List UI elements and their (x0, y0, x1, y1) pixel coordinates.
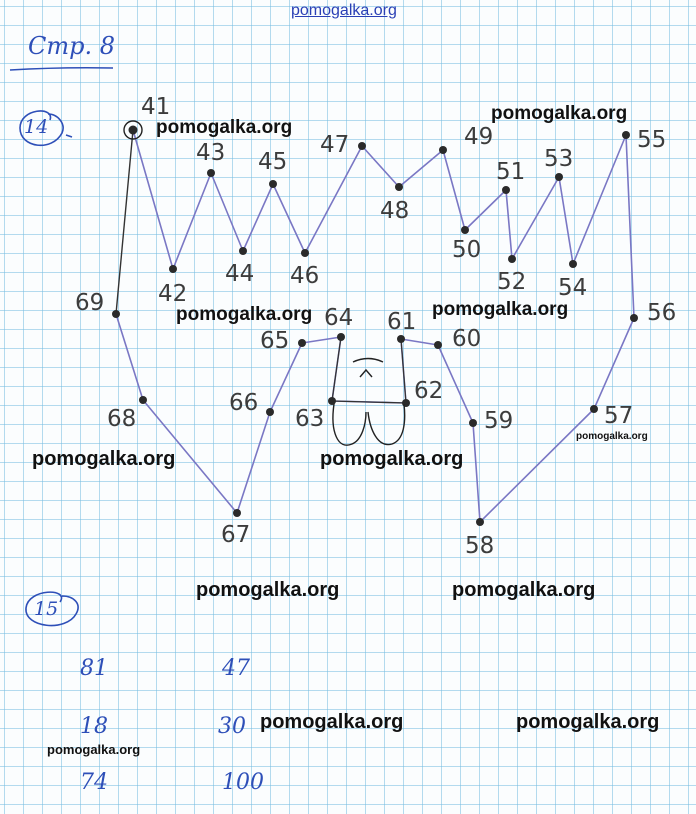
point-label-64: 64 (324, 305, 354, 331)
point-label-56: 56 (647, 300, 677, 326)
dot-64 (337, 333, 345, 341)
watermark: pomogalka.org (320, 448, 464, 470)
answer-18: 18 (80, 714, 108, 739)
point-label-66: 66 (229, 390, 259, 416)
point-label-60: 60 (452, 326, 482, 352)
answer-74: 74 (80, 770, 108, 795)
watermark: pomogalka.org (516, 711, 660, 733)
dot-69 (112, 310, 120, 318)
watermark: pomogalka.org (491, 103, 628, 124)
point-label-62: 62 (414, 378, 444, 404)
watermark: pomogalka.org (176, 304, 313, 325)
point-label-49: 49 (464, 124, 494, 150)
dot-63 (328, 397, 336, 405)
dot-45 (269, 180, 277, 188)
point-label-55: 55 (637, 127, 667, 153)
point-label-43: 43 (196, 140, 226, 166)
point-label-48: 48 (380, 198, 410, 224)
point-label-51: 51 (496, 159, 526, 185)
answer-47: 47 (222, 656, 250, 681)
dot-66 (266, 408, 274, 416)
watermark: pomogalka.org (576, 431, 648, 442)
point-label-54: 54 (558, 275, 588, 301)
answer-30: 30 (218, 714, 246, 739)
point-label-61: 61 (387, 309, 417, 335)
point-label-52: 52 (497, 269, 527, 295)
point-label-69: 69 (75, 290, 105, 316)
dot-62 (402, 399, 410, 407)
dot-52 (508, 255, 516, 263)
watermark: pomogalka.org (156, 117, 293, 138)
answer-81: 81 (80, 656, 108, 681)
dot-48 (395, 183, 403, 191)
dot-43 (207, 169, 215, 177)
task14-number: 14 (24, 116, 49, 138)
watermark: pomogalka.org (452, 579, 596, 601)
task15-number: 15 (34, 598, 59, 620)
dot-67 (233, 509, 241, 517)
dot-54 (569, 260, 577, 268)
dot-56 (630, 314, 638, 322)
dot-51 (502, 186, 510, 194)
watermark: pomogalka.org (32, 448, 176, 470)
point-label-53: 53 (544, 146, 574, 172)
dot-53 (555, 173, 563, 181)
point-label-50: 50 (452, 237, 482, 263)
bat-nose (360, 370, 372, 377)
point-label-44: 44 (225, 261, 255, 287)
face-segment-61-62 (401, 339, 406, 403)
source-site-link[interactable]: pomogalka.org (291, 2, 397, 19)
dot-50 (461, 226, 469, 234)
watermark: pomogalka.org (432, 299, 569, 320)
closing-line (116, 130, 133, 314)
dot-60 (434, 341, 442, 349)
point-label-67: 67 (221, 522, 251, 548)
point-label-58: 58 (465, 533, 495, 559)
dot-44 (239, 247, 247, 255)
dot-41 (129, 126, 138, 135)
task14-dash (66, 135, 72, 137)
watermark: pomogalka.org (47, 742, 141, 757)
point-label-65: 65 (260, 328, 290, 354)
point-label-57: 57 (604, 403, 634, 429)
point-label-59: 59 (484, 408, 514, 434)
dot-65 (298, 339, 306, 347)
dot-58 (476, 518, 484, 526)
answer-100: 100 (222, 770, 264, 795)
point-label-41: 41 (141, 94, 171, 120)
dot-47 (358, 142, 366, 150)
dot-59 (469, 419, 477, 427)
point-label-46: 46 (290, 263, 320, 289)
point-label-47: 47 (320, 132, 350, 158)
bat-face-lines (332, 337, 406, 403)
dot-57 (590, 405, 598, 413)
point-label-42: 42 (158, 281, 188, 307)
dot-42 (169, 265, 177, 273)
watermark: pomogalka.org (196, 579, 340, 601)
face-segment-64-63 (332, 337, 341, 401)
dot-46 (301, 249, 309, 257)
bat-fang-right (368, 404, 405, 445)
dot-49 (439, 146, 447, 154)
dot-61 (397, 335, 405, 343)
watermark: pomogalka.org (260, 711, 404, 733)
dot-68 (139, 396, 147, 404)
page-label-underline (10, 68, 113, 70)
point-label-45: 45 (258, 149, 288, 175)
page-label: Стр. 8 (28, 32, 116, 60)
point-label-68: 68 (107, 406, 137, 432)
bat-fang-left (333, 404, 366, 445)
dot-55 (622, 131, 630, 139)
bat-mouth (353, 359, 383, 363)
point-label-63: 63 (295, 406, 325, 432)
